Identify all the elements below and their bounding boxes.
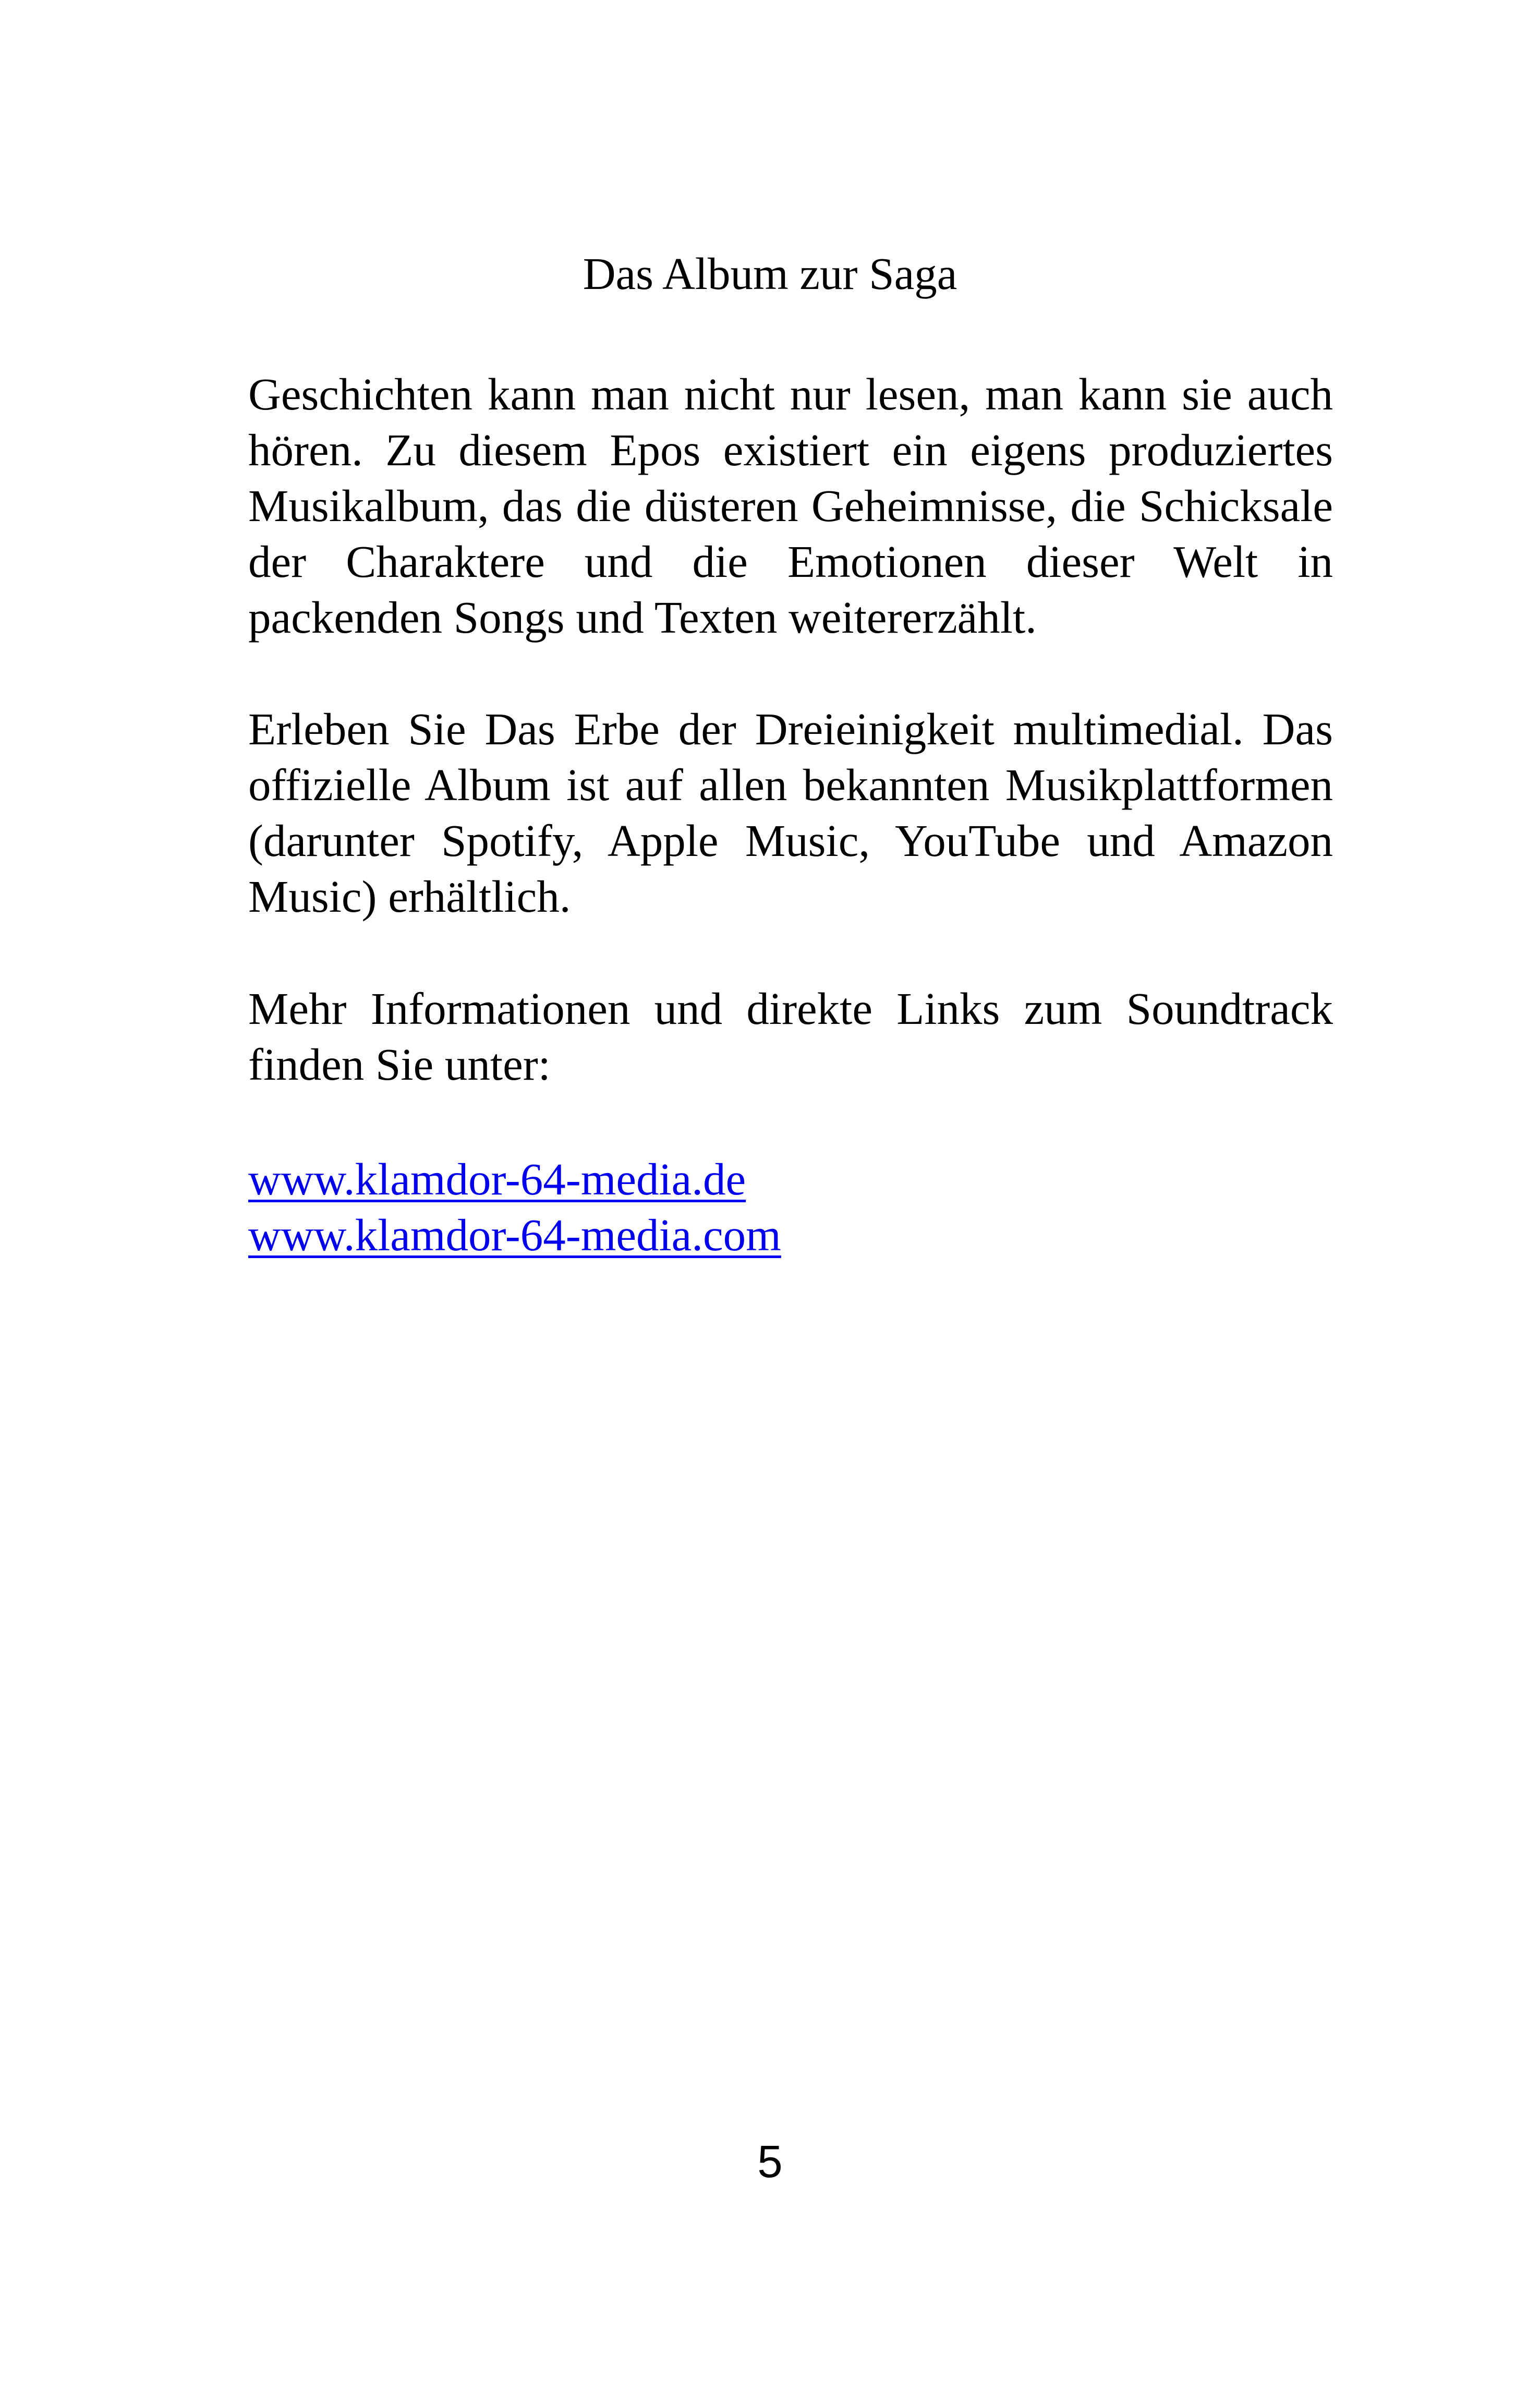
paragraph-platforms: Erleben Sie Das Erbe der Dreieinigkeit multimedial. Das offizielle Album ist auf allen bekannten Musikplattformen (darunter Spotify, Apple Music, YouTube und Amazon Music) erhältlich. [248, 704, 1333, 922]
paragraph-intro: Geschichten kann man nicht nur lesen, man kann sie auch hören. Zu diesem Epos existiert ein eigens produziertes Musikalbum, das die düsteren Geheimnisse, die Schicksale der Charaktere und die Emotionen dieser Welt in packenden Songs und Texten weitererzählt. [248, 369, 1333, 643]
link-klamdor-de[interactable]: www.klamdor-64-media.de [248, 1154, 746, 1204]
link-list [248, 1151, 1333, 1263]
page-number: 5 [757, 2136, 783, 2187]
link-klamdor-com[interactable]: www.klamdor-64-media.com [248, 1210, 781, 1260]
page-title: Das Album zur Saga [583, 248, 957, 299]
paragraph-more-info: Mehr Informationen und direkte Links zum Soundtrack finden Sie unter: [248, 983, 1333, 1090]
